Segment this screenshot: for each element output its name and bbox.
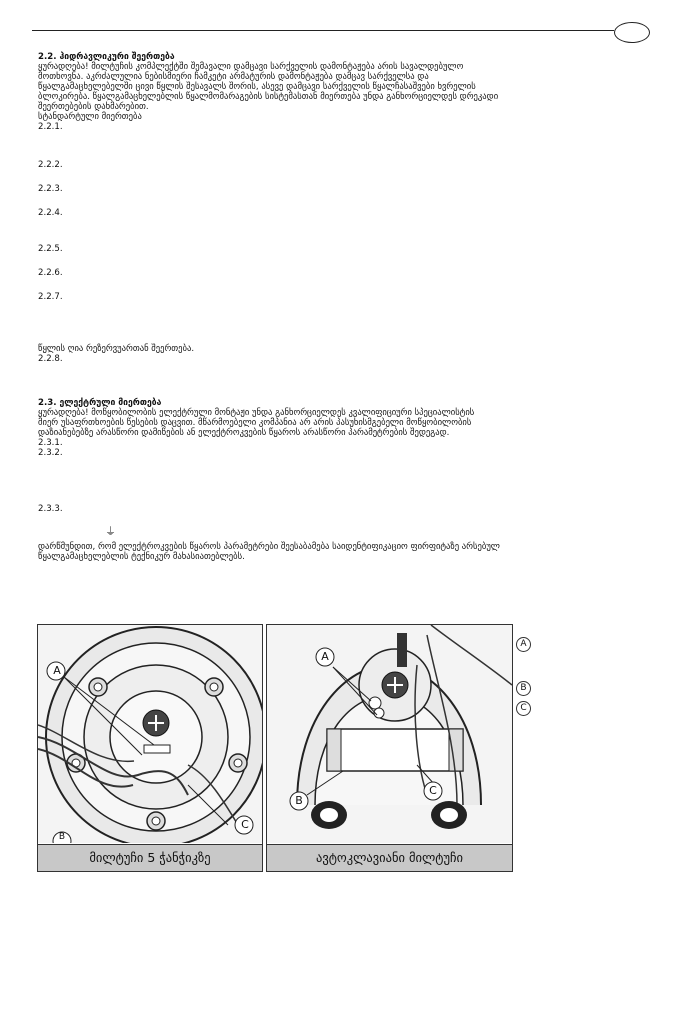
item-2-2-8: 2.2.8. <box>38 354 63 364</box>
section-2-3-closing-line-2: წყალგამაცხელებლის ტექნიკურ მახასიათებლებს. <box>38 552 245 562</box>
section-2-3-line-1: ყურადღება! მოწყობილობის ელექტრული მონტაჟი უნდა განხორციელდეს კვალიფიციური სპეციალისტის <box>38 408 475 418</box>
section-2-2-heading: 2.2. ჰიდრავლიკური შეერთება <box>38 52 175 62</box>
figure-flange-5-bolt <box>37 624 263 872</box>
item-2-3-3: 2.3.3. <box>38 504 63 514</box>
figure-caption: მილტუჩი 5 ჭანჭიკზე <box>38 844 262 871</box>
section-2-2-line-1: ყურადღება! მილტუჩის კომპლექტში შემავალი დამცავი სარქველის დამონტაჟება არის სავალდებულო <box>38 62 464 72</box>
section-2-2-line-4: ბლოკირება. წყალგამაცხელებლის წყალმომარაგების სისტემასთან მიერთება უნდა განხორციელდეს დრეკადი <box>38 92 499 102</box>
figure-caption: ავტოკლავიანი მილტუჩი <box>267 844 512 871</box>
figure-flange-autoclave <box>266 624 513 872</box>
callout-a: A <box>53 664 61 677</box>
section-2-3-closing-line-1: დარწმუნდით, რომ ელექტროკვების წყაროს პარამეტრები შეესაბამება საიდენტიფიკაციო ფირფიტაზე არსებულ <box>38 542 500 552</box>
item-2-2-2: 2.2.2. <box>38 160 63 170</box>
section-2-3-line-3: დაზიანებებზე არასწორი დამიწების ან ელექტროკვების წყაროს არასწორი პარამეტრების შედეგად. <box>38 428 450 438</box>
section-2-3-line-2: მიერ უსაფრთხოების წესების დაცვით. მწარმოებელი კომპანია არ არის პასუხისმგებელი მოწყობილობის <box>38 418 472 428</box>
flange-autoclave-illustration <box>267 625 512 843</box>
callout-c: C <box>429 784 437 797</box>
section-2-3-heading: 2.3. ელექტრული მიერთება <box>38 398 162 408</box>
section-2-2-line-2: მოთხოვნა. აკრძალულია ნებისმიერი ჩამკეტი არმატურის დამონტაჟება დამცავ სარქველსა და <box>38 72 429 82</box>
open-reservoir-connection: წყლის ღია რეზერვუართან შეერთება. <box>38 344 195 354</box>
callout-b: B <box>58 832 66 842</box>
side-label-b: B <box>516 681 531 696</box>
item-2-2-5: 2.2.5. <box>38 244 63 254</box>
standard-connection-subheading: სტანდარტული მიერთება <box>38 112 142 122</box>
item-2-2-1: 2.2.1. <box>38 122 63 132</box>
header-rule <box>32 30 614 31</box>
callout-a: A <box>321 650 329 663</box>
item-2-2-7: 2.2.7. <box>38 292 63 302</box>
item-2-2-4: 2.2.4. <box>38 208 63 218</box>
item-2-3-1: 2.3.1. <box>38 438 63 448</box>
page-number-badge <box>614 22 650 43</box>
flange-5-bolt-illustration <box>38 625 262 843</box>
callout-c: C <box>241 818 249 831</box>
section-2-2-line-5: შეერთებების დახმარებით. <box>38 102 149 112</box>
side-label-c: C <box>516 701 531 716</box>
item-2-2-6: 2.2.6. <box>38 268 63 278</box>
section-2-2-line-3: წყალგამაცხელებელში ცივი წყლის შესავალს შორის, ასევე დამცავი სარქველის წყალჩასაშვები ხვრელის <box>38 82 476 92</box>
side-label-a: A <box>516 637 531 652</box>
item-2-2-3: 2.2.3. <box>38 184 63 194</box>
ground-symbol-icon: ⏚ <box>105 525 116 538</box>
item-2-3-2: 2.3.2. <box>38 448 63 458</box>
callout-b: B <box>295 794 303 807</box>
